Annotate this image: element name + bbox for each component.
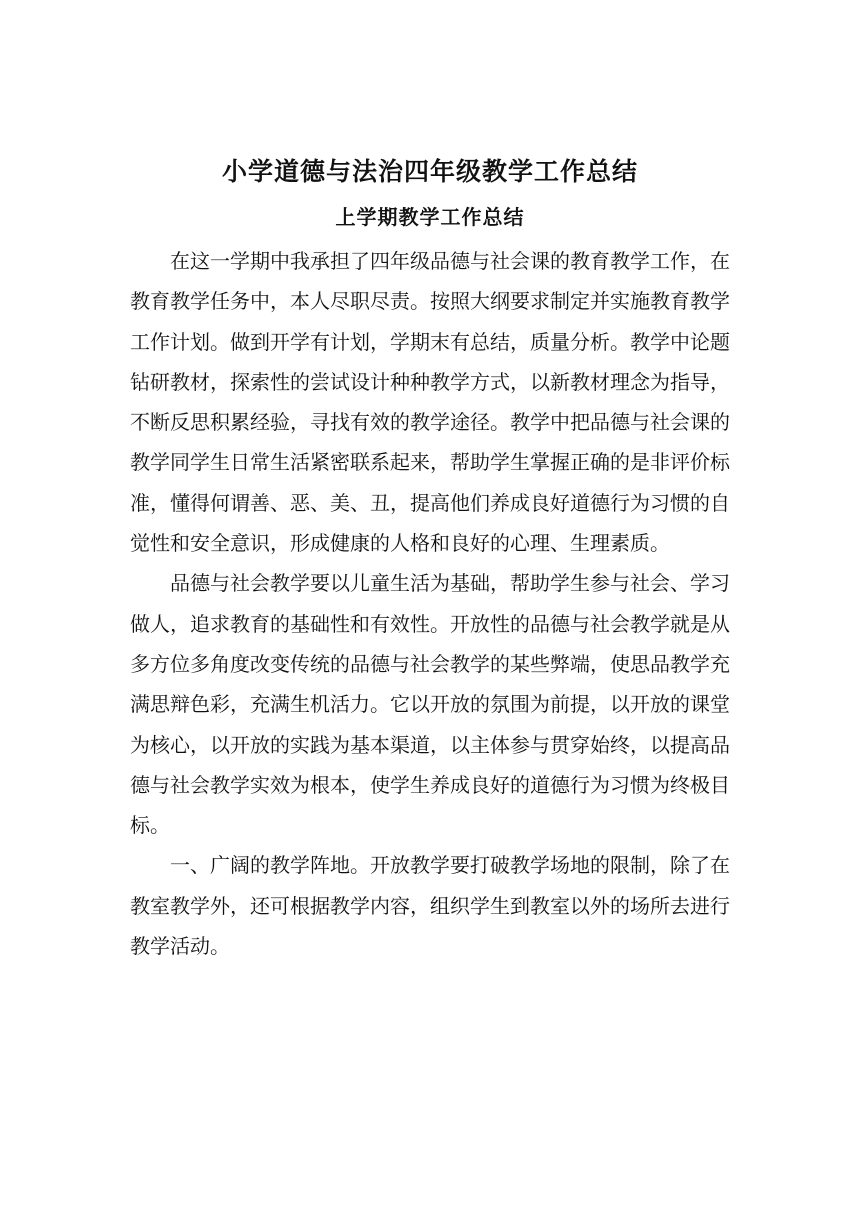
document-subtitle: 上学期教学工作总结 [335,205,525,229]
paragraph-1: 在这一学期中我承担了四年级品德与社会课的教育教学工作，在教育教学任务中，本人尽职尽责。按照大纲要求制定并实施教育教学工作计划。做到开学有计划，学期末有总结，质量分析。教学中论题钻研教材，探索性的尝试设计种种教学方式，以新教材理念为指导，不断反思积累经验，寻找有效的教学途径。教学中把品德与社会课的教学同学生日常生活紧密联系起来，帮助学生掌握正确的是非评价标准，懂得何谓善、恶、美、丑，提高他们养成良好道德行为习惯的自觉性和安全意识，形成健康的人格和良好的心理、生理素质。 [130,249,730,556]
document-title: 小学道德与法治四年级教学工作总结 [221,157,638,186]
paragraph-2: 品德与社会教学要以儿童生活为基础，帮助学生参与社会、学习做人，追求教育的基础性和有效性。开放性的品德与社会教学就是从多方位多角度改变传统的品德与社会教学的某些弊端，使思品教学充满思辩色彩，充满生机活力。它以开放的氛围为前提，以开放的课堂为核心，以开放的实践为基本渠道，以主体参与贯穿始终，以提高品德与社会教学实效为根本，使学生养成良好的道德行为习惯为终极目标。 [130,571,730,838]
paragraph-3: 一、广阔的教学阵地。开放教学要打破教学场地的限制，除了在教室教学外，还可根据教学内容，组织学生到教室以外的场所去进行教学活动。 [130,853,730,959]
document-body [130,241,730,966]
